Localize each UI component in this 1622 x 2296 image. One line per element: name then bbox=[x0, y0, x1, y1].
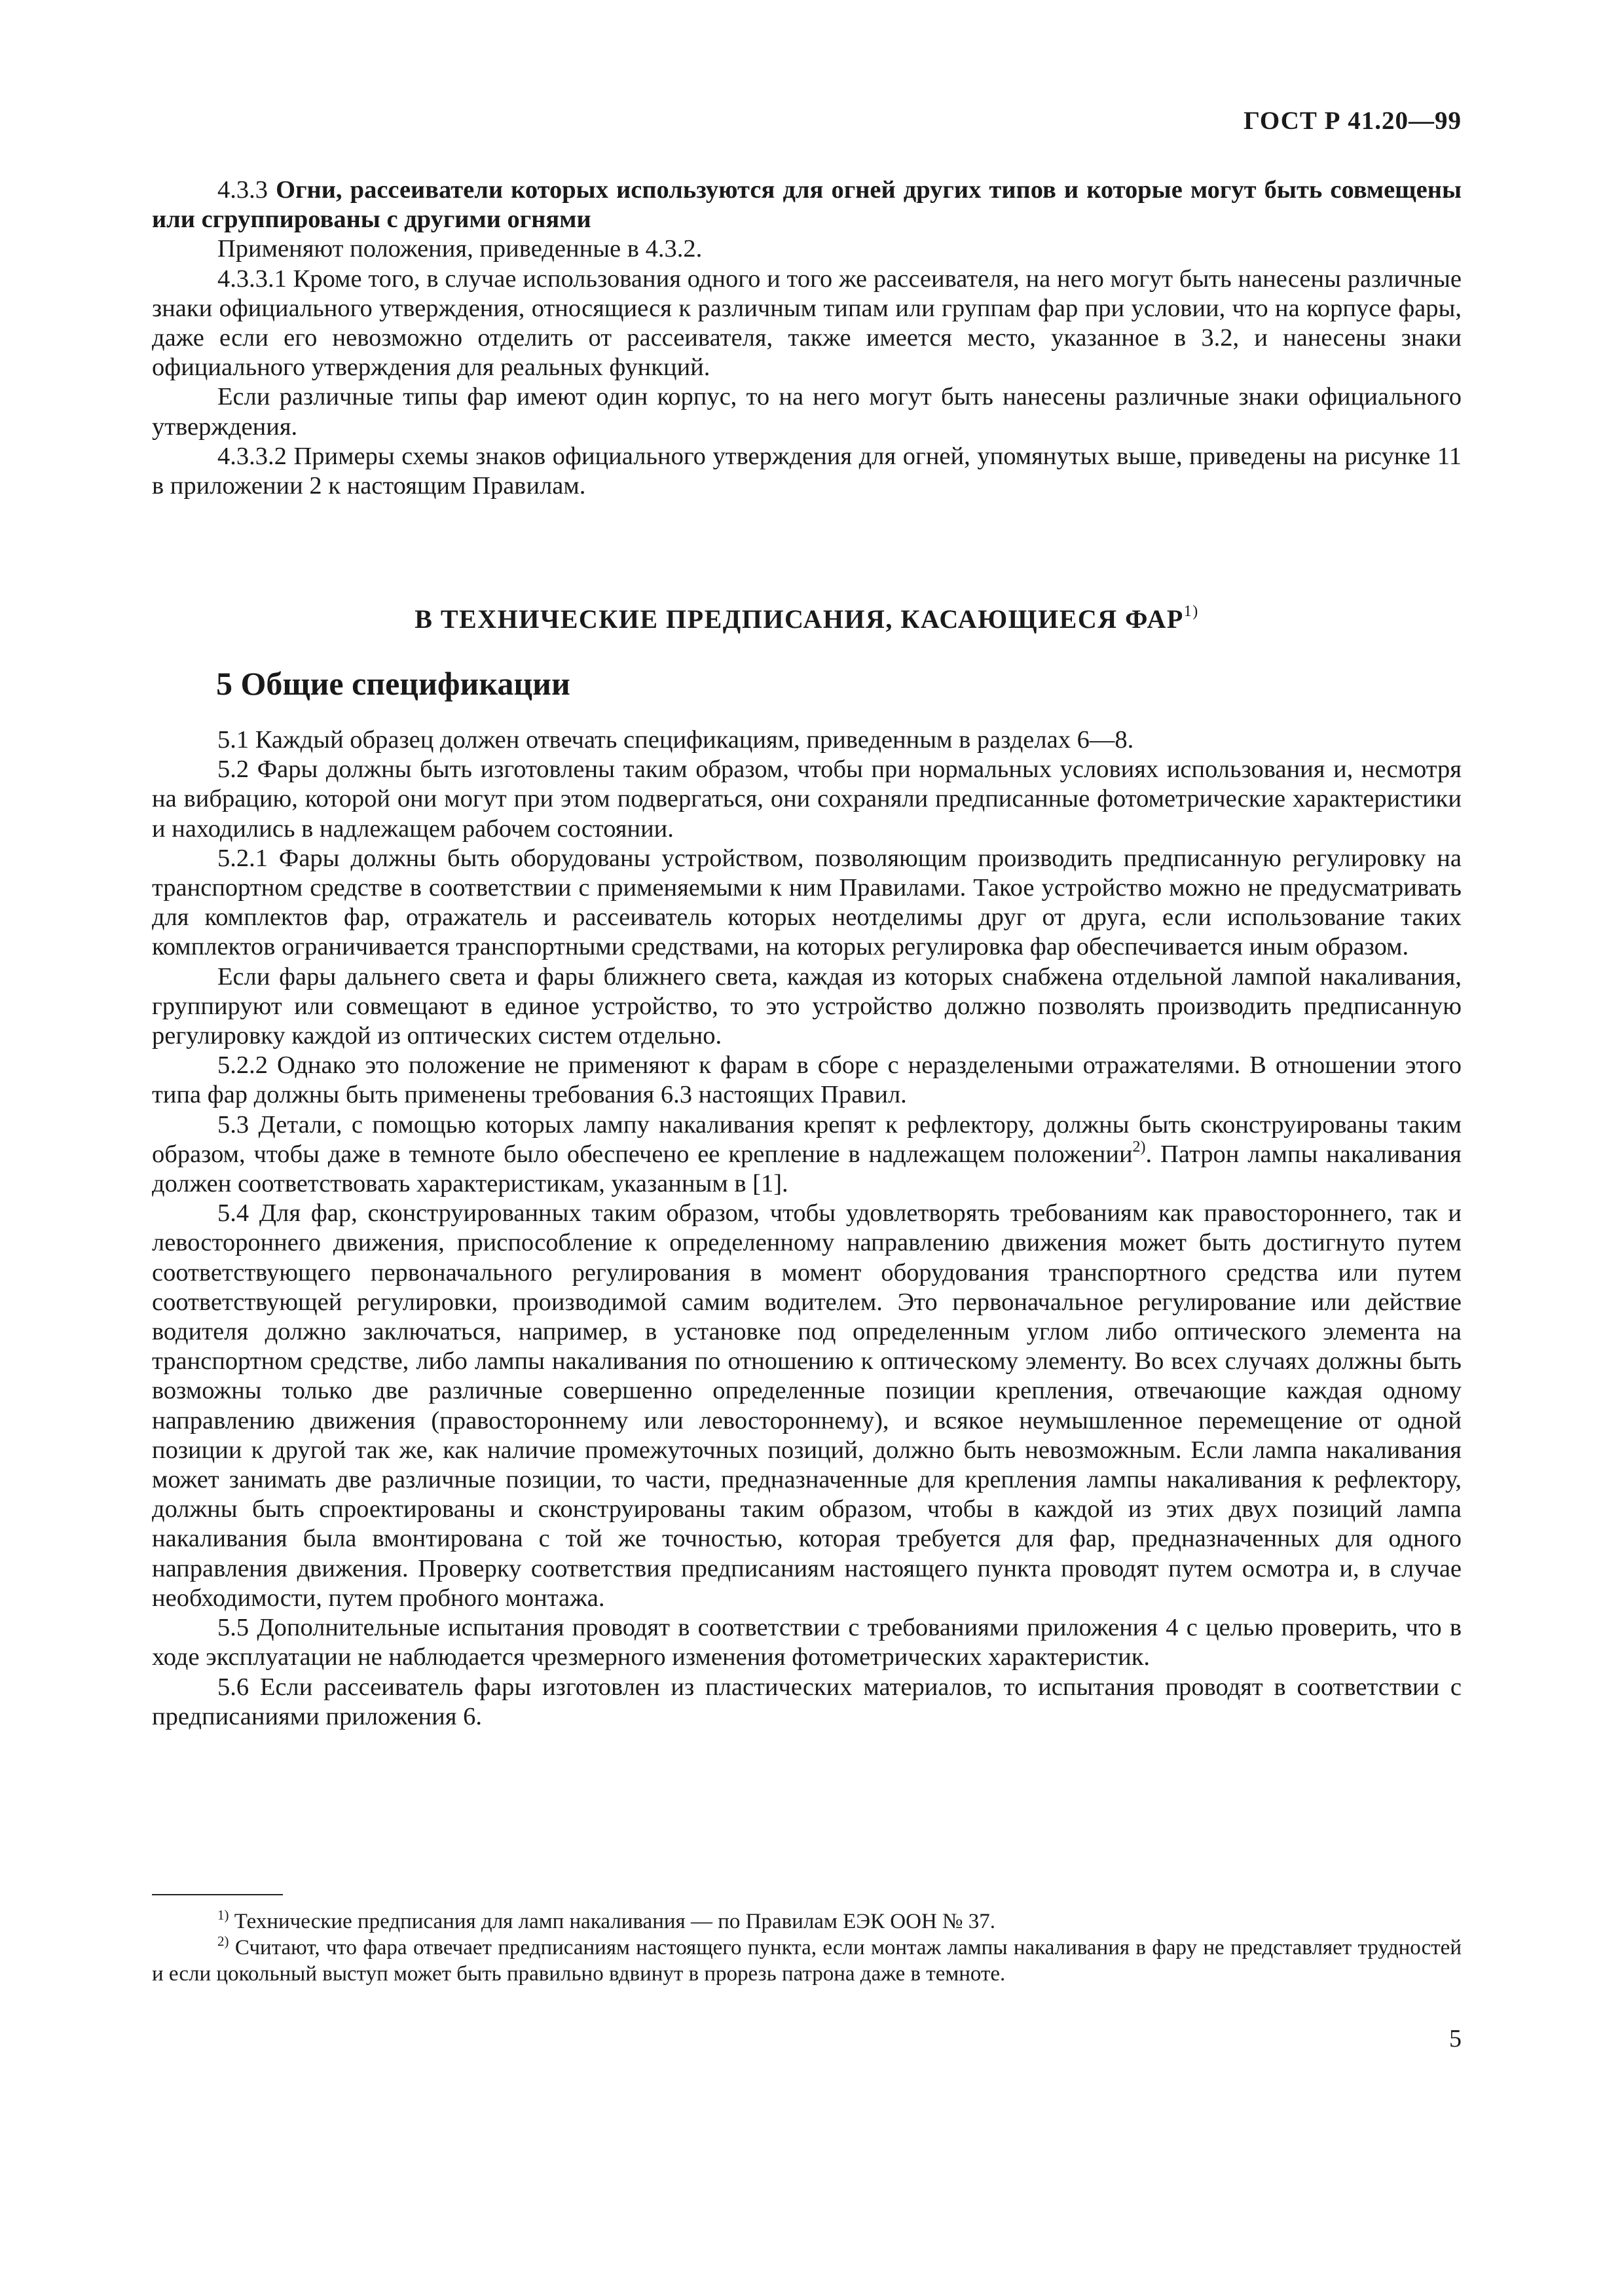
footnote-2-mark: 2) bbox=[217, 1933, 229, 1949]
footnote-2 bbox=[152, 1935, 1462, 1987]
document-code: ГОСТ Р 41.20—99 bbox=[1244, 107, 1462, 135]
section-title bbox=[152, 603, 1462, 634]
footnote-divider bbox=[152, 1894, 283, 1895]
paragraph-5-2: 5.2 Фары должны быть изготовлены таким образом, чтобы при нормальных условиях использования и, несмотря на вибрацию, которой они могут при этом подвергаться, они сохраняли предписанные фотометрические характеристики и находились в надлежащем рабочем состоянии. bbox=[152, 756, 1462, 843]
paragraph-5-2-2: 5.2.2 Однако это положение не применяют к фарам в сборе с неразделеными отражателями. В отношении этого типа фар должны быть применены требования 6.3 настоящих Правил. bbox=[152, 1051, 1462, 1109]
footnote-ref-2: 2) bbox=[1132, 1138, 1146, 1156]
paragraph-5-5: 5.5 Дополнительные испытания проводят в соответствии с требованиями приложения 4 с целью проверить, что в ходе эксплуатации не наблюдается чрезмерного изменения фотометрических характеристик. bbox=[152, 1614, 1462, 1671]
paragraph-5-2-1-b: Если фары дальнего света и фары ближнего света, каждая из которых снабжена отдельной лампой накаливания, группируют или совмещают в единое устройство, то это устройство должно позволять производить предписанную регулировку каждой из оптических систем отдельно. bbox=[152, 962, 1462, 1050]
paragraph-4-3-3-1: 4.3.3.1 Кроме того, в случае использования одного и того же рассеивателя, на него могут быть нанесены различные знаки официального утверждения, относящиеся к различным типам или группам фар при условии, что на корпусе фары, даже если его невозможно отделить от рассеивателя, также имеется место, указанное в 3.2, и нанесены знаки официального утверждения для реальных функций. bbox=[152, 264, 1462, 382]
footnote-1-text: Технические предписания для ламп накаливания — по Правилам ЕЭК ООН № 37. bbox=[229, 1910, 996, 1933]
paragraph-5-1: 5.1 Каждый образец должен отвечать спецификациям, приведенным в разделах 6—8. bbox=[217, 726, 1134, 754]
paragraph-4-3-3-2: 4.3.3.2 Примеры схемы знаков официального утверждения для огней, упомянутых выше, приведены на рисунке 11 в приложении 2 к настоящим Правилам. bbox=[152, 442, 1462, 500]
section-title-footnote-ref: 1) bbox=[1183, 603, 1199, 620]
footnote-2-text: Считают, что фара отвечает предписаниям настоящего пункта, если монтаж лампы накаливания в фару не представляет трудностей и если цокольный выступ может быть правильно вдвинут в прорезь патрона даже в темноте. bbox=[152, 1936, 1462, 1986]
chapter-title: 5 Общие спецификации bbox=[216, 665, 570, 702]
paragraph-4-3-3-title bbox=[152, 175, 1462, 234]
paragraph-number: 4.3.3 bbox=[217, 176, 268, 204]
main-block bbox=[152, 725, 1462, 1732]
paragraph-heading: Огни, рассеиватели которых используются для огней других типов и которые могут быть совмещены или сгруппированы с другими огнями bbox=[152, 176, 1462, 234]
paragraph-5-2-1: 5.2.1 Фары должны быть оборудованы устройством, позволяющим производить предписанную регулировку на транспортном средстве в соответствии с применяемыми к ним Правилами. Такое устройство можно не предусматривать для комплектов фар, отражатель и рассеиватель которых неотделимы друг от друга, если использование таких комплектов ограничивается транспортными средствами, на которых регулировка фар обеспечивается иным образом. bbox=[152, 844, 1462, 961]
paragraph-5-3-b: . Патрон лампы накаливания должен соответствовать характеристикам, указанным в [1]. bbox=[152, 1140, 1462, 1198]
paragraph-4-3-3-text: Применяют положения, приведенные в 4.3.2. bbox=[217, 235, 703, 263]
footnote-1-mark: 1) bbox=[217, 1907, 229, 1923]
top-block bbox=[152, 175, 1462, 501]
paragraph-5-3 bbox=[152, 1110, 1462, 1199]
footnotes bbox=[152, 1908, 1462, 1987]
paragraph-5-3-a: 5.3 Детали, с помощью которых лампу накаливания крепят к рефлектору, должны быть сконструированы таким образом, чтобы даже в темноте было обеспечено ее крепление в надлежащем положении bbox=[152, 1110, 1462, 1168]
footnote-1 bbox=[152, 1908, 1462, 1935]
section-title-text: В ТЕХНИЧЕСКИЕ ПРЕДПИСАНИЯ, КАСАЮЩИЕСЯ ФАР bbox=[415, 604, 1184, 634]
page-number: 5 bbox=[1449, 2025, 1462, 2052]
paragraph-4-3-3-1-b: Если различные типы фар имеют один корпус, то на него могут быть нанесены различные знаки официального утверждения. bbox=[152, 383, 1462, 441]
paragraph-5-6: 5.6 Если рассеиватель фары изготовлен из пластических материалов, то испытания проводят в соответствии с предписаниями приложения 6. bbox=[152, 1673, 1462, 1730]
paragraph-5-4: 5.4 Для фар, сконструированных таким образом, чтобы удовлетворять требованиям как правостороннего, так и левостороннего движения, приспособление к определенному направлению движения может быть достигнуто путем соответствующего первоначального регулирования в момент оборудования транспортного средства или путем соответствующей регулировки, производимой самим водителем. Это первоначальное регулирование или действие водителя должно заключаться, например, в установке под определенным углом либо оптического элемента на транспортном средстве, либо лампы накаливания по отношению к оптическому элементу. Во всех случаях должны быть возможны только две различные совершенно определенные позиции крепления, отвечающие каждая одному направлению движения (правостороннему или левостороннему), и всякое неумышленное перемещение от одной позиции к другой так же, как наличие промежуточных позиций, должно быть невозможным. Если лампа накаливания может занимать две различные позиции, то части, предназначенные для крепления лампы накаливания к рефлектору, должны быть спроектированы и сконструированы таким образом, чтобы в каждой из этих двух позиций лампа накаливания была вмонтирована с той же точностью, которая требуется для фар, предназначенных для одного направления движения. Проверку соответствия предписаниям настоящего пункта проводят путем осмотра и, в случае необходимости, путем пробного монтажа. bbox=[152, 1199, 1462, 1612]
